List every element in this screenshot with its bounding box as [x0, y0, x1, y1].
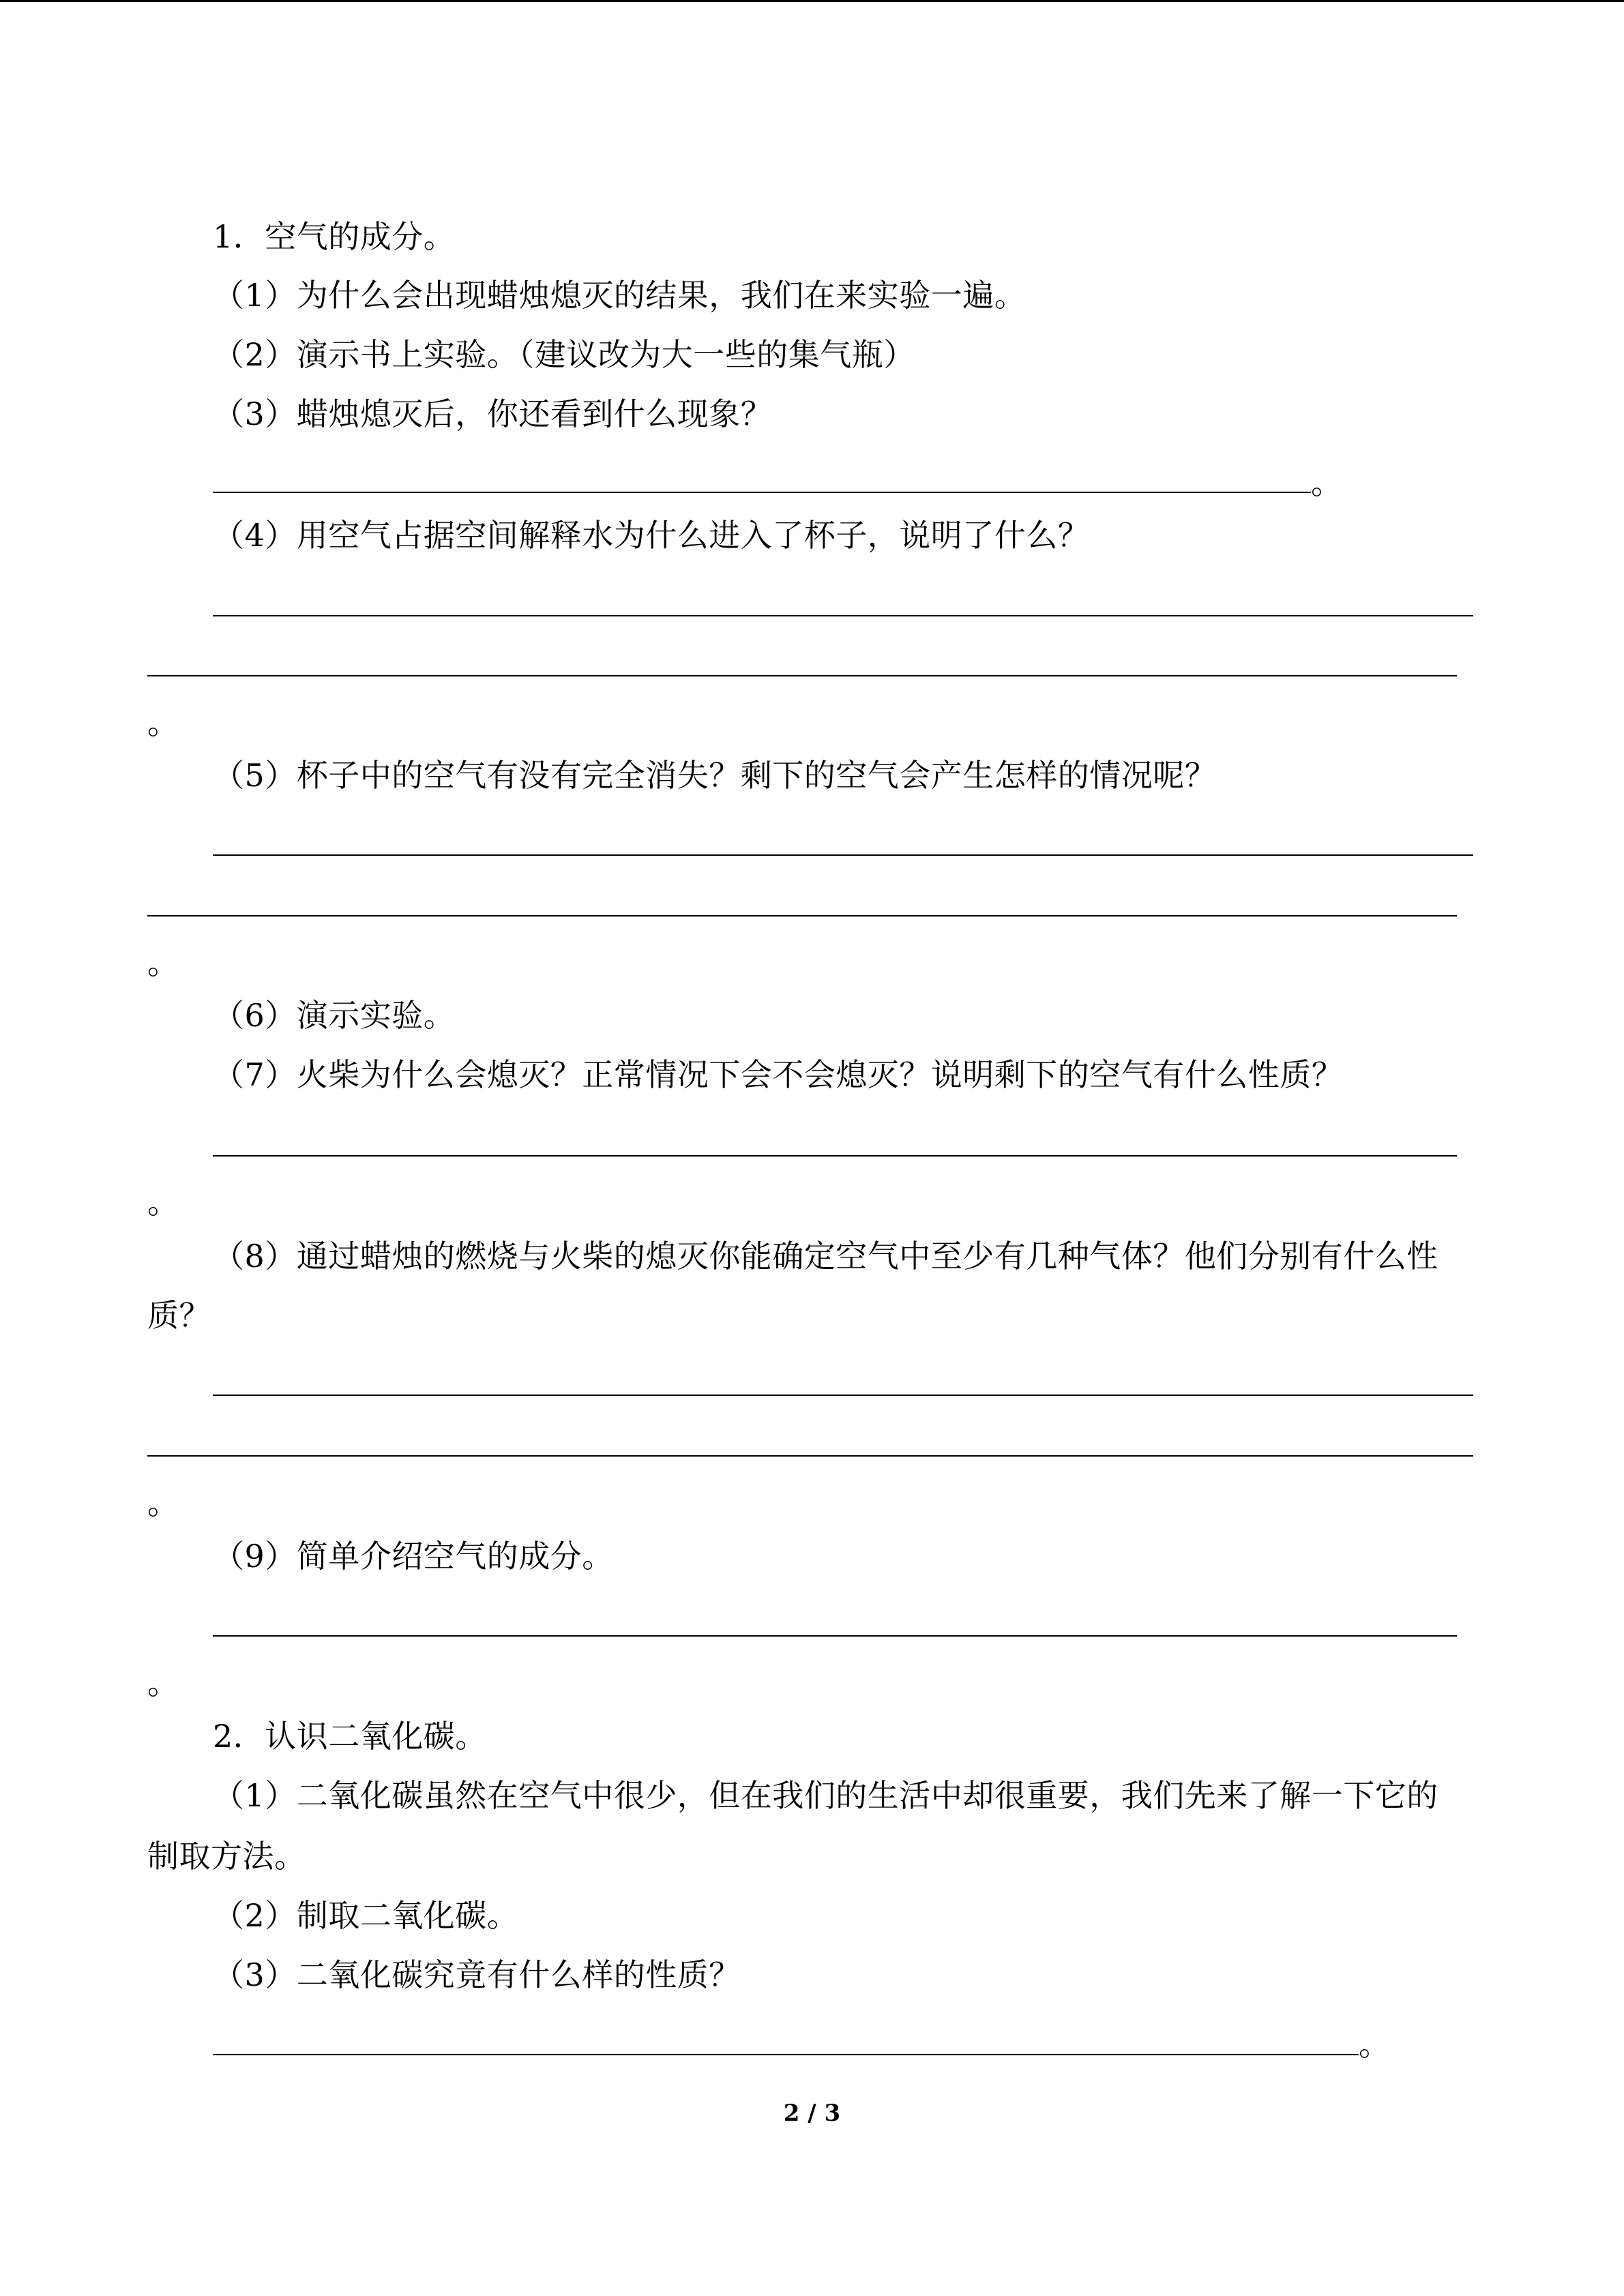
period-mark: 。 — [147, 1665, 179, 1701]
top-border — [0, 0, 1624, 2]
answer-line[interactable] — [213, 2054, 1359, 2055]
answer-line[interactable] — [213, 854, 1473, 856]
question-2-1-line-2: 制取方法。 — [147, 1838, 306, 1875]
question-1-2: （2）演示书上实验。（建议改为大一些的集气瓶） — [213, 336, 915, 373]
question-1-6: （6）演示实验。 — [213, 997, 456, 1034]
question-1-9: （9）简单介绍空气的成分。 — [213, 1538, 614, 1575]
period-mark: 。 — [1359, 2026, 1391, 2063]
question-1-3: （3）蜡烛熄灭后，你还看到什么现象？ — [213, 396, 773, 432]
question-1-7: （7）火柴为什么会熄灭？正常情况下会不会熄灭？说明剩下的空气有什么性质？ — [213, 1056, 1344, 1093]
answer-line[interactable] — [213, 1155, 1457, 1157]
question-1-8-line-2: 质？ — [147, 1297, 211, 1334]
period-mark: 。 — [1311, 464, 1343, 501]
question-2-3: （3）二氧化碳究竟有什么样的性质？ — [213, 1956, 741, 1993]
section-1-title: 1．空气的成分。 — [213, 218, 456, 255]
question-1-1: （1）为什么会出现蜡烛熄灭的结果，我们在来实验一遍。 — [213, 277, 1027, 314]
answer-line[interactable] — [147, 1455, 1473, 1457]
answer-line[interactable] — [147, 675, 1457, 676]
question-2-1-line-1: （1）二氧化碳虽然在空气中很少，但在我们的生活中却很重要，我们先来了解一下它的 — [213, 1777, 1438, 1814]
answer-line[interactable] — [213, 1635, 1457, 1637]
question-1-4: （4）用空气占据空间解释水为什么进入了杯子，说明了什么？ — [213, 517, 1090, 554]
question-2-2: （2）制取二氧化碳。 — [213, 1897, 519, 1934]
question-1-8-line-1: （8）通过蜡烛的燃烧与火柴的熄灭你能确定空气中至少有几种气体？他们分别有什么性 — [213, 1238, 1438, 1274]
answer-line[interactable] — [213, 615, 1473, 616]
question-1-5: （5）杯子中的空气有没有完全消失？剩下的空气会产生怎样的情况呢？ — [213, 757, 1217, 794]
period-mark: 。 — [147, 704, 179, 741]
page-number: 2 / 3 — [783, 2100, 841, 2127]
answer-line[interactable] — [213, 1395, 1473, 1396]
answer-line[interactable] — [213, 492, 1311, 493]
period-mark: 。 — [147, 1485, 179, 1521]
answer-line[interactable] — [147, 915, 1457, 916]
period-mark: 。 — [147, 944, 179, 981]
section-2-title: 2．认识二氧化碳。 — [213, 1718, 487, 1755]
period-mark: 。 — [147, 1184, 179, 1221]
